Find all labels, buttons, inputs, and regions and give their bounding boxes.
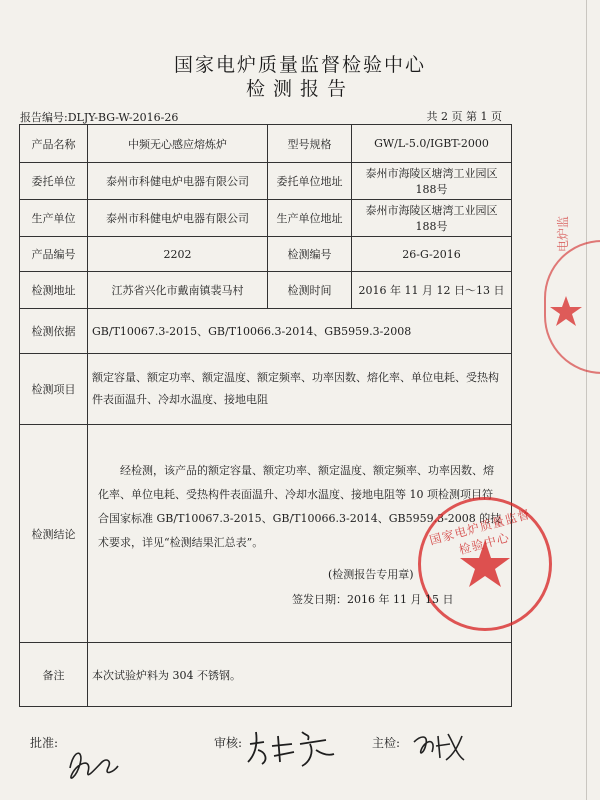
producer-label: 生产单位 [20, 200, 88, 237]
producer-address-label: 生产单位地址 [268, 200, 352, 237]
seal-note: (检测报告专用章) [328, 568, 414, 581]
table-row [20, 643, 512, 707]
page-edge [586, 0, 587, 800]
basis-value: GB/T10067.3-2015、GB/T10066.3-2014、GB5959.3-2008 [88, 309, 512, 354]
approve-label: 批准: [30, 736, 59, 750]
client-address-value: 泰州市海陵区塘湾工业园区188号 [352, 163, 512, 200]
producer-value: 泰州市科健电炉电器有限公司 [88, 200, 268, 237]
report-number-value: DLJY-BG-W-2016-26 [67, 111, 179, 124]
edge-seal [544, 215, 600, 374]
table-row [20, 125, 512, 163]
remarks-label: 备注 [20, 643, 88, 707]
table-row [20, 309, 512, 354]
sign-date: 签发日期：2016 年 11 月 15 日 [292, 593, 454, 606]
table-row [20, 425, 512, 643]
test-time-label: 检测时间 [268, 272, 352, 309]
review-label: 审核: [214, 736, 243, 750]
client-address-label: 委托单位地址 [268, 163, 352, 200]
product-name-value: 中频无心感应熔炼炉 [88, 125, 268, 163]
page-info: 共 2 页 第 1 页 [426, 110, 502, 123]
conclusion-label: 检测结论 [20, 425, 88, 643]
reviewer-signature [244, 722, 344, 772]
stamp-text: 国家电炉质量监督检验中心 [427, 507, 532, 558]
items-label: 检测项目 [20, 354, 88, 425]
test-time-value: 2016 年 11 月 12 日～13 日 [352, 272, 512, 309]
approver-signature [62, 738, 122, 788]
product-no-label: 产品编号 [20, 237, 88, 272]
table-row [20, 354, 512, 425]
product-name-label: 产品名称 [20, 125, 88, 163]
inspector-signature [410, 726, 470, 766]
edge-seal-text: 电炉监 [556, 215, 570, 252]
report-number [20, 109, 178, 125]
items-value: 额定容量、额定功率、额定温度、额定频率、功率因数、熔化率、单位电耗、受热构件表面温升、冷却水温度、接地电阻 [88, 354, 512, 425]
report-number-label: 报告编号: [20, 111, 68, 124]
basis-label: 检测依据 [20, 309, 88, 354]
test-site-label: 检测地址 [20, 272, 88, 309]
report-title: 国家电炉质量监督检验中心 [173, 54, 426, 76]
edge-seal-star-icon [546, 292, 586, 332]
conclusion-text: 经检测，该产品的额定容量、额定功率、额定温度、额定频率、功率因数、熔化率、单位电耗、受热构件表面温升、冷却水温度、接地电阻等 10 项检测项目符合国家标准 GB/T10067.3-2015、GB/T10066.3-2014、GB5959.3-2008 的技术要求，详见“检测结果汇总表”。 [98, 464, 502, 549]
conclusion-cell [88, 425, 532, 643]
main-test-label: 主检: [372, 736, 401, 750]
product-no-value: 2202 [88, 237, 268, 272]
table-row [20, 200, 512, 237]
remarks-value: 本次试验炉料为 304 不锈钢。 [88, 643, 512, 707]
producer-address-value: 泰州市海陵区塘湾工业园区188号 [352, 200, 512, 237]
table-row [20, 237, 512, 272]
official-stamp [418, 497, 552, 631]
test-site-value: 江苏省兴化市戴南镇裴马村 [88, 272, 268, 309]
model-value: GW/L-5.0/IGBT-2000 [352, 125, 512, 163]
test-no-label: 检测编号 [268, 237, 352, 272]
test-no-value: 26-G-2016 [352, 237, 512, 272]
report-subtitle: 检测报告 [245, 78, 354, 100]
table-row [20, 163, 512, 200]
client-label: 委托单位 [20, 163, 88, 200]
client-value: 泰州市科健电炉电器有限公司 [88, 163, 268, 200]
report-table [19, 124, 532, 707]
model-label: 型号规格 [268, 125, 352, 163]
table-row [20, 272, 512, 309]
